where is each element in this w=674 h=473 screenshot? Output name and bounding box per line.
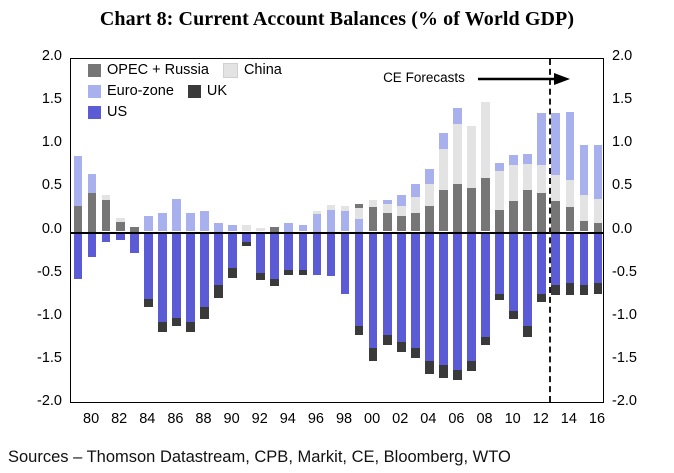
bar-segment — [355, 232, 364, 327]
x-tick-label: 04 — [420, 411, 437, 427]
bar-segment — [439, 365, 448, 378]
x-tick-label: 00 — [364, 411, 381, 427]
bar-segment — [341, 206, 350, 211]
bar-segment — [580, 195, 589, 221]
bar-segment — [523, 164, 532, 190]
bar-segment — [439, 190, 448, 231]
bar-segment — [551, 285, 560, 295]
legend-swatch-icon — [223, 63, 238, 78]
page-title: Chart 8: Current Account Balances (% of World GDP) — [99, 8, 575, 30]
legend-swatch-icon — [88, 64, 101, 77]
legend-label: UK — [206, 83, 228, 99]
bar-column — [481, 59, 490, 402]
x-tick-label: 06 — [448, 411, 465, 427]
bar-segment — [299, 225, 308, 232]
x-tick-label: 08 — [476, 411, 493, 427]
bar-segment — [186, 213, 195, 231]
y-tick-label-left: 0.0 — [41, 220, 62, 237]
bar-segment — [299, 232, 308, 271]
bar-segment — [467, 126, 476, 188]
forecast-annotation-label: CE Forecasts — [383, 70, 465, 85]
bar-segment — [509, 232, 518, 311]
bar-segment — [425, 169, 434, 185]
bar-segment — [383, 204, 392, 213]
bar-segment — [256, 232, 265, 273]
bar-column — [551, 59, 560, 402]
bar-segment — [270, 232, 279, 279]
bar-segment — [172, 318, 181, 327]
bar-segment — [425, 361, 434, 374]
bar-segment — [383, 213, 392, 232]
bar-segment — [397, 342, 406, 352]
bar-segment — [214, 285, 223, 298]
bar-segment — [495, 232, 504, 294]
bar-segment — [200, 307, 209, 319]
bar-segment — [537, 113, 546, 165]
x-tick-label: 14 — [560, 411, 577, 427]
bar-segment — [523, 326, 532, 336]
bar-segment — [509, 165, 518, 201]
bar-column — [425, 59, 434, 402]
bar-segment — [481, 102, 490, 178]
bar-segment — [580, 285, 589, 295]
bar-segment — [580, 221, 589, 231]
bar-segment — [453, 184, 462, 231]
y-tick-label-right: 1.0 — [612, 134, 633, 151]
bar-segment — [397, 206, 406, 216]
bar-segment — [594, 232, 603, 284]
bar-segment — [228, 232, 237, 268]
bar-segment — [158, 322, 167, 332]
bar-segment — [369, 232, 378, 348]
legend-label: Euro-zone — [107, 83, 174, 99]
x-tick-label: 84 — [139, 411, 156, 427]
bar-segment — [467, 361, 476, 371]
legend-item-china — [223, 62, 282, 78]
bar-segment — [566, 207, 575, 231]
bar-segment — [495, 171, 504, 210]
bar-segment — [172, 199, 181, 232]
bar-segment — [481, 232, 490, 337]
bar-segment — [453, 108, 462, 124]
bar-segment — [130, 232, 139, 254]
y-tick-label-right: 0.5 — [612, 177, 633, 194]
bar-segment — [355, 204, 364, 208]
y-tick-label-left: 1.0 — [41, 134, 62, 151]
x-tick-label: 16 — [588, 411, 606, 427]
bar-column — [523, 59, 532, 402]
bar-segment — [551, 113, 560, 175]
right-arrow-icon — [478, 72, 570, 91]
bar-segment — [158, 232, 167, 323]
bar-column — [355, 59, 364, 402]
bar-segment — [481, 178, 490, 231]
y-tick-label-right: -1.5 — [612, 349, 637, 366]
y-tick-label-right: 1.5 — [612, 91, 633, 108]
source-note: Sources – Thomson Datastream, CPB, Markit, CE, Bloomberg, WTO — [8, 448, 511, 466]
bar-segment — [467, 232, 476, 361]
bar-segment — [537, 193, 546, 232]
bar-column — [453, 59, 462, 402]
bar-segment — [369, 200, 378, 207]
bar-column — [467, 59, 476, 402]
bar-segment — [495, 294, 504, 301]
bar-segment — [355, 219, 364, 232]
y-tick-label-right: 0.0 — [612, 220, 633, 237]
bar-segment — [523, 154, 532, 164]
bar-segment — [74, 156, 83, 206]
bar-segment — [566, 283, 575, 295]
bar-segment — [284, 270, 293, 274]
bar-segment — [551, 175, 560, 201]
x-tick-label: 82 — [111, 411, 128, 427]
bar-segment — [495, 210, 504, 232]
bar-segment — [88, 193, 97, 232]
bar-segment — [200, 232, 209, 308]
bar-segment — [397, 195, 406, 205]
x-tick-label: 86 — [167, 411, 184, 427]
bar-segment — [467, 188, 476, 231]
y-tick-label-left: -0.5 — [37, 263, 62, 280]
bar-segment — [341, 211, 350, 232]
y-tick-label-right: 2.0 — [612, 48, 633, 64]
bar-segment — [74, 232, 83, 279]
y-tick-label-left: -1.5 — [37, 349, 62, 366]
bar-segment — [144, 216, 153, 232]
bar-segment — [509, 311, 518, 320]
x-tick-label: 92 — [251, 411, 268, 427]
bar-segment — [523, 190, 532, 231]
bar-segment — [537, 232, 546, 294]
bar-column — [594, 59, 603, 402]
bar-segment — [594, 283, 603, 293]
bar-segment — [439, 149, 448, 190]
bar-segment — [313, 214, 322, 231]
bar-segment — [228, 268, 237, 278]
bar-segment — [509, 201, 518, 231]
bar-segment — [566, 112, 575, 179]
bar-column — [383, 59, 392, 402]
bar-segment — [88, 232, 97, 258]
legend-label: US — [107, 104, 128, 120]
legend-swatch-icon — [188, 85, 201, 98]
bar-segment — [481, 337, 490, 346]
bar-segment — [537, 294, 546, 303]
bar-column — [369, 59, 378, 402]
bar-segment — [228, 225, 237, 232]
bar-segment — [411, 348, 420, 358]
legend-label: OPEC + Russia — [107, 62, 209, 78]
bar-segment — [523, 232, 532, 327]
bar-segment — [144, 232, 153, 299]
bar-segment — [270, 279, 279, 286]
bar-segment — [594, 145, 603, 198]
bar-segment — [509, 155, 518, 165]
bar-segment — [453, 370, 462, 380]
bar-segment — [242, 225, 251, 232]
bar-segment — [566, 232, 575, 284]
bar-segment — [327, 205, 336, 210]
bar-column — [495, 59, 504, 402]
bar-segment — [299, 270, 308, 274]
bar-segment — [566, 180, 575, 208]
bar-column — [411, 59, 420, 402]
y-tick-label-right: -0.5 — [612, 263, 637, 280]
bar-segment — [186, 322, 195, 332]
bar-segment — [88, 174, 97, 193]
x-tick-label: 02 — [392, 411, 409, 427]
x-tick-label: 12 — [532, 411, 549, 427]
bar-segment — [551, 232, 560, 285]
bar-segment — [355, 326, 364, 335]
bar-segment — [355, 208, 364, 218]
x-tick-label: 96 — [307, 411, 324, 427]
bar-segment — [172, 232, 181, 318]
legend-item-euro-zone — [88, 83, 174, 99]
bar-segment — [369, 207, 378, 231]
bar-segment — [594, 199, 603, 223]
bar-segment — [186, 232, 195, 323]
bar-segment — [284, 223, 293, 232]
bar-segment — [116, 218, 125, 222]
legend-item-opec-russia — [88, 62, 209, 78]
bar-segment — [313, 211, 322, 214]
legend-swatch-icon — [88, 106, 101, 119]
forecast-divider-line — [549, 59, 551, 402]
bar-segment — [256, 273, 265, 280]
y-tick-label-left: 1.5 — [41, 91, 62, 108]
x-tick-label: 98 — [335, 411, 353, 427]
bar-segment — [453, 232, 462, 370]
y-tick-label-right: -1.0 — [612, 306, 637, 323]
bar-column — [537, 59, 546, 402]
bar-segment — [425, 206, 434, 232]
bar-segment — [313, 232, 322, 275]
bar-segment — [242, 242, 251, 246]
bar-segment — [439, 232, 448, 366]
bar-segment — [425, 232, 434, 361]
bar-column — [439, 59, 448, 402]
bar-column — [509, 59, 518, 402]
y-tick-label-left: -1.0 — [37, 306, 62, 323]
bar-column — [580, 59, 589, 402]
y-tick-label-left: 2.0 — [41, 48, 62, 64]
bar-segment — [116, 222, 125, 231]
legend-label: China — [243, 62, 282, 78]
zero-axis-line — [71, 232, 603, 234]
bar-segment — [453, 124, 462, 184]
bar-segment — [214, 232, 223, 285]
y-tick-label-left: -2.0 — [37, 393, 62, 409]
bar-segment — [594, 223, 603, 232]
bar-segment — [74, 206, 83, 232]
bar-segment — [158, 213, 167, 232]
y-tick-label-left: 0.5 — [41, 177, 62, 194]
bar-segment — [397, 232, 406, 342]
bar-column — [397, 59, 406, 402]
x-tick-label: 10 — [504, 411, 521, 427]
bar-segment — [411, 197, 420, 213]
bar-segment — [200, 211, 209, 232]
x-tick-label: 88 — [195, 411, 212, 427]
bar-segment — [102, 200, 111, 232]
bar-segment — [580, 232, 589, 285]
legend-item-uk — [188, 83, 227, 99]
legend — [88, 62, 348, 125]
bar-segment — [383, 232, 392, 336]
legend-item-us — [88, 104, 127, 120]
bar-column — [566, 59, 575, 402]
bar-segment — [580, 145, 589, 195]
bar-segment — [102, 195, 111, 199]
bar-segment — [327, 210, 336, 232]
bar-segment — [411, 232, 420, 348]
bar-column — [74, 59, 83, 402]
bar-segment — [144, 299, 153, 308]
bar-segment — [411, 213, 420, 232]
x-tick-label: 94 — [279, 411, 296, 427]
bar-segment — [397, 216, 406, 232]
bar-segment — [537, 165, 546, 193]
x-tick-label: 80 — [83, 411, 100, 427]
bar-segment — [327, 232, 336, 277]
bar-segment — [551, 201, 560, 231]
bar-segment — [495, 163, 504, 172]
legend-swatch-icon — [88, 85, 101, 98]
bar-segment — [383, 335, 392, 345]
x-tick-label: 90 — [223, 411, 240, 427]
y-tick-label-right: -2.0 — [612, 393, 637, 409]
bar-segment — [369, 348, 378, 361]
bar-segment — [214, 223, 223, 232]
bar-segment — [341, 232, 350, 294]
bar-segment — [425, 184, 434, 206]
bar-segment — [383, 200, 392, 204]
bar-segment — [411, 184, 420, 197]
bar-segment — [284, 232, 293, 271]
bar-segment — [439, 133, 448, 149]
